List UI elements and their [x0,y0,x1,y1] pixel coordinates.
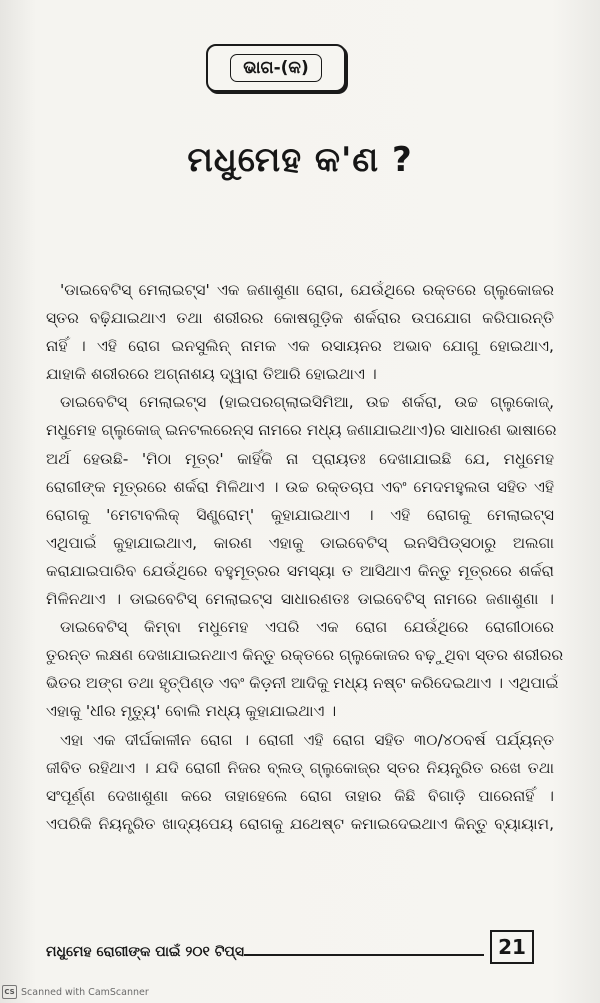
text-line: ନାହିଁ । ଏହି ରୋଗ ଇନସୁଲିନ୍ ନାମକ ଏକ ରସାୟନର ଅଭାବ ଯୋଗୁ ହୋଇଥାଏ, [46,337,554,356]
page-title: ମଧୁମେହ କ'ଣ ? [187,140,413,180]
text-line: ଯାହାକି ଶରୀରରେ ଅଗ୍ନାଶୟ ଦ୍ୱାରା ତିଆରି ହୋଇଥାଏ । [46,365,377,384]
text-line: ଡାଇବେଟିସ୍ ମେଲାଇଟ୍ସ (ହାଇପରଗ୍ଲାଇସିମିଆ, ଉଚ୍ଚ ଶର୍କରା, ଉଚ୍ଚ ଗ୍ଲୁକୋଜ୍, [60,393,554,412]
text-line: ଏଥିପାଇଁ କୁହାଯାଇଥାଏ, କାରଣ ଏହାକୁ ଡାଇବେଟିସ୍ ଇନସିପିଡ୍ସଠାରୁ ଅଲଗା [46,533,554,552]
text-line: ରୋଗକୁ 'ମେଟାବଲିକ୍ ସିଣ୍ଡ୍ରୋମ୍' କୁହାଯାଇଥାଏ । ଏହି ରୋଗକୁ ମେଲାଇଟ୍ସ [46,505,554,524]
text-line: ସ୍ତର ବଢ଼ିଯାଇଥାଏ ତଥା ଶରୀରର କୋଷଗୁଡ଼ିକ ଶର୍କରାର ଉପଯୋଗ କରିପାରନ୍ତି [46,309,554,328]
text-line: ମିଳିନଥାଏ । ଡାଇବେଟିସ୍ ମେଲାଇଟ୍ସ ସାଧାରଣତଃ ଡାଇବେଟିସ୍ ନାମରେ ଜଣାଶୁଣା । [46,590,554,609]
text-line: କରାଯାଇପାରିବ ଯେଉଁଥିରେ ବହୁମୂତ୍ରର ସମସ୍ୟା ତ ଆସିଥାଏ କିନ୍ତୁ ମୂତ୍ରରେ ଶର୍କରା [46,561,554,580]
text-line: ରୋଗୀଙ୍କ ମୂତ୍ରରେ ଶର୍କରା ମିଳିଥାଏ । ଉଚ୍ଚ ରକ୍ତଚାପ ଏବଂ ମେଦମହୁଲତା ସହିତ ଏହି [46,477,554,496]
text-line: ଜୀବିତ ରହିଥାଏ । ଯଦି ରୋଗୀ ନିଜର ବ୍ଲଡ୍ ଗ୍ଲୁକୋଜ୍ର ସ୍ତର ନିୟନ୍ତ୍ରିତ ରଖେ ତଥା [46,758,554,777]
footer-book-title: ମଧୁମେହ ରୋଗୀଙ୍କ ପାଇଁ ୨୦୧ ଟିପ୍ସ [46,944,244,960]
text-line: ଏହାକୁ 'ଧୀର ମୃତ୍ୟୁ' ବୋଲି ମଧ୍ୟ କୁହାଯାଇଥାଏ । [46,702,337,721]
text-line: ମଧୁମେହ ଗ୍ଲୁକୋଜ୍ ଇନଟଲରେନ୍ସ ନାମରେ ମଧ୍ୟ ଜଣାଯାଇଥାଏ)ର ସାଧାରଣ ଭାଷାରେ [46,421,557,440]
footer-divider [244,954,484,956]
text-line: 'ଡାଇବେଟିସ୍ ମେଲାଇଟ୍ସ' ଏକ ଜଣାଶୁଣା ରୋଗ, ଯେଉଁଥିରେ ରକ୍ତରେ ଗ୍ଲୁକୋଜର [60,281,554,299]
text-line: ସଂପୂର୍ଣ୍ଣ ଦେଖାଶୁଣା କରେ ତାହାହେଲେ ରୋଗ ତାହାର କିଛି ବିଗାଡ଼ି ପାରେନାହିଁ । [46,786,554,805]
text-line: ତୁରନ୍ତ ଲକ୍ଷଣ ଦେଖାଯାଇନଥାଏ କିନ୍ତୁ ରକ୍ତରେ ଗ୍ଲୁକୋଜର ବଢ଼ୁଥିବା ସ୍ତର ଶରୀରର [46,646,564,665]
body-text [46,276,564,838]
text-line: ଡାଇବେଟିସ୍ କିମ୍ବା ମଧୁମେହ ଏପରି ଏକ ରୋଗ ଯେଉଁଥିରେ ରୋଗୀଠାରେ [60,618,554,637]
scanner-watermark [2,985,149,999]
section-label: ଭାଗ-(କ) [230,54,321,82]
camscanner-icon: CS [2,985,17,999]
text-line: ଅର୍ଥ ହେଉଛି- 'ମିଠା ମୂତ୍ର' କାହିଁକି ନା ପ୍ରାୟତଃ ଦେଖାଯାଇଛି ଯେ, ମଧୁମେହ [46,449,554,468]
text-line: ଏହା ଏକ ଦୀର୍ଘକାଳୀନ ରୋଗ । ରୋଗୀ ଏହି ରୋଗ ସହିତ ୩୦/୪୦ବର୍ଷ ପର୍ଯ୍ୟନ୍ତ [60,730,554,749]
scanner-text: Scanned with CamScanner [21,986,149,998]
text-line: ଏପରିକି ନିୟନ୍ତ୍ରିତ ଖାଦ୍ୟପେୟ ରୋଗକୁ ଯଥେଷ୍ଟ କମାଇଦେଇଥାଏ କିନ୍ତୁ ବ୍ୟାୟାମ, [46,814,554,833]
page-number: 21 [490,930,534,964]
text-line: ଭିତର ଅଙ୍ଗ ତଥା ହୃତ୍ପିଣ୍ଡ ଏବଂ କିଡ଼ନୀ ଆଦିକୁ ମଧ୍ୟ ନଷ୍ଟ କରିଦେଇଥାଏ । ଏଥିପାଇଁ [46,674,559,693]
section-label-box [206,44,346,92]
